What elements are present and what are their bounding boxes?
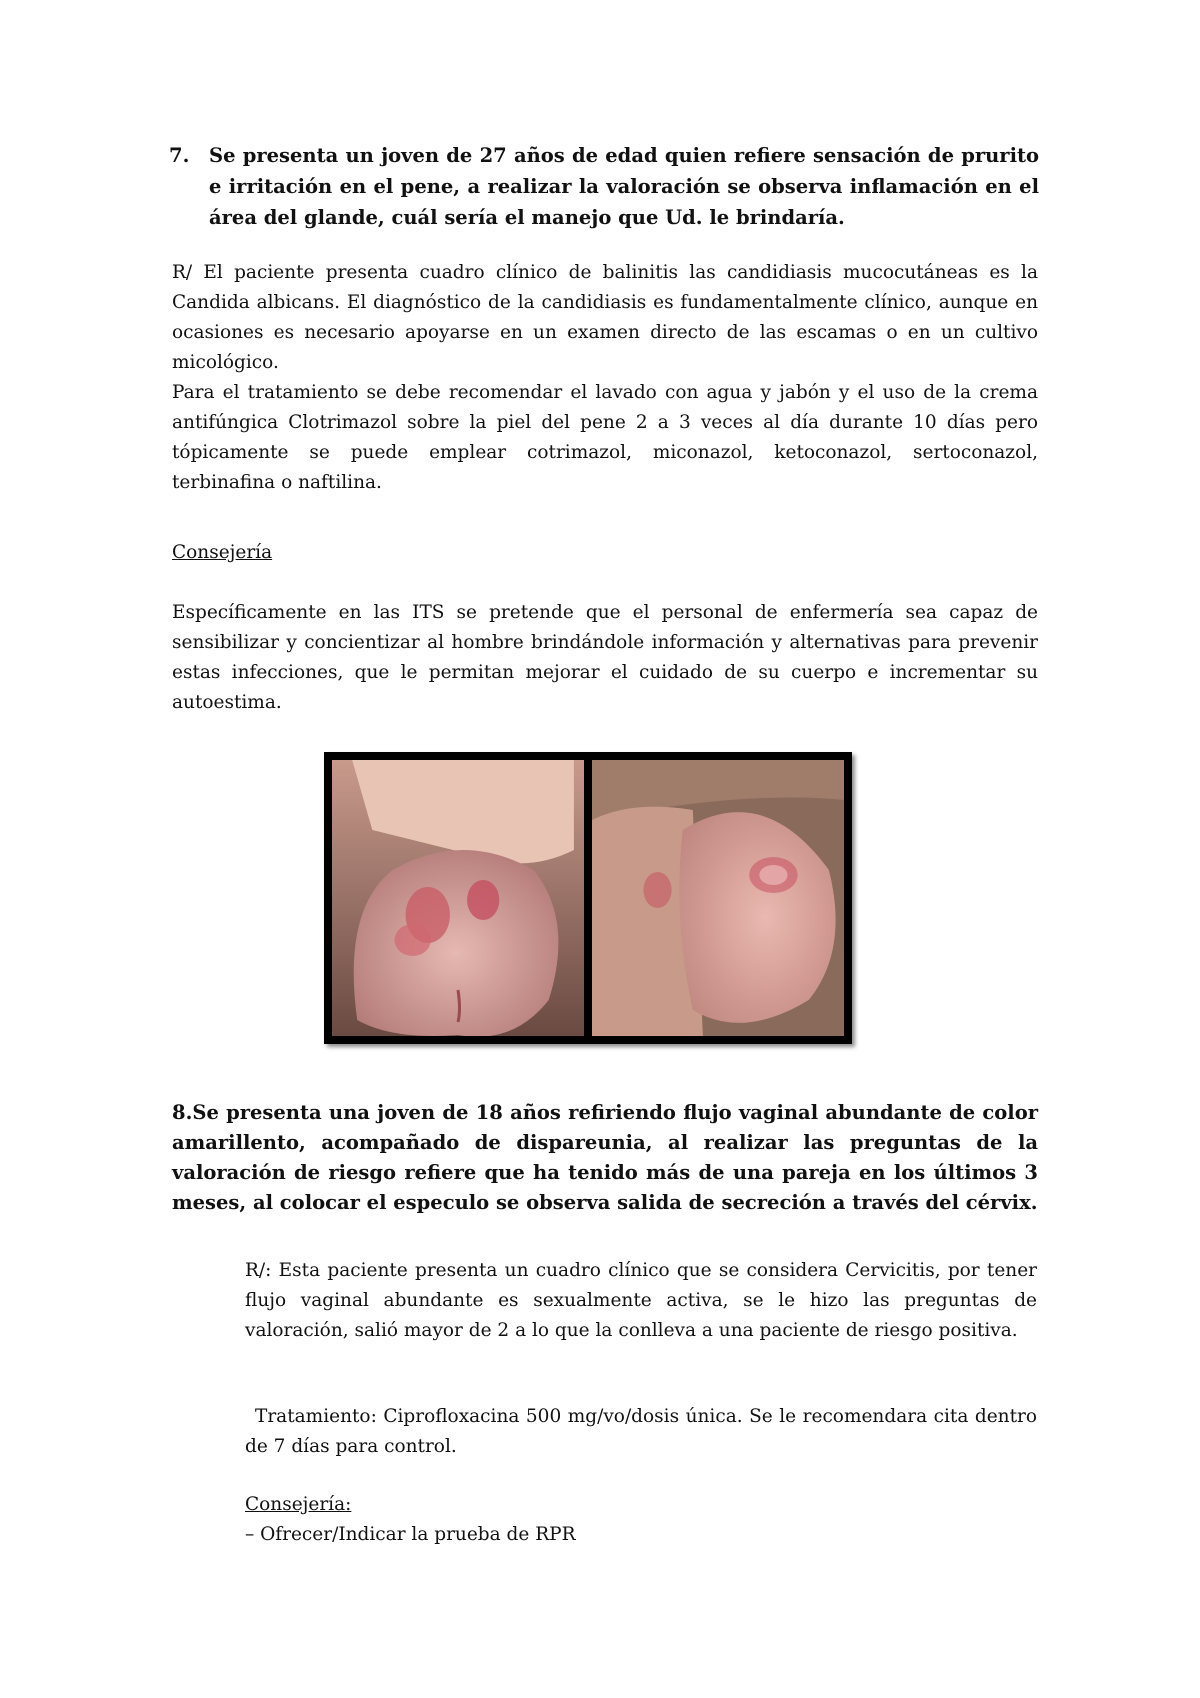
counsel-7 xyxy=(172,598,1038,718)
counsel-8-heading: Consejería: xyxy=(245,1494,352,1515)
answer-8-paragraph-1: R/: Esta paciente presenta un cuadro clínico que se considera Cervicitis, por tener flujo vaginal abundante es sexualmente activa, se le hizo las preguntas de valoración, salió mayor de 2 a lo que la conlleva a una paciente de riesgo positiva. xyxy=(245,1260,1037,1341)
answer-7-paragraph-2: Para el tratamiento se debe recomendar el lavado con agua y jabón y el uso de la crema antifúngica Clotrimazol sobre la piel del pene 2 a 3 veces al día durante 10 días pero tópicamente se puede emplear cotrimazol, miconazol, ketoconazol, sertoconazol, terbinafina o naftilina. xyxy=(172,382,1038,493)
photo-panel-right xyxy=(592,760,844,1036)
counsel-8-item: – Ofrecer/Indicar la prueba de RPR xyxy=(245,1524,576,1545)
counsel-8 xyxy=(245,1490,1037,1550)
counsel-7-text: Específicamente en las ITS se pretende que el personal de enfermería sea capaz de sensibilizar y concientizar al hombre brindándole información y alternativas para prevenir estas infecciones, que le permitan mejorar el cuidado de su cuerpo e incrementar su autoestima. xyxy=(172,602,1038,713)
clinical-photo xyxy=(324,752,852,1044)
glans-photo-right xyxy=(592,760,844,1036)
question-8 xyxy=(172,1098,1038,1218)
answer-8-treatment: Tratamiento: Ciprofloxacina 500 mg/vo/dosis única. Se le recomendara cita dentro de 7 días para control. xyxy=(245,1406,1037,1457)
answer-8 xyxy=(245,1256,1037,1346)
answer-7 xyxy=(172,258,1038,498)
answer-8-treatment-wrap xyxy=(245,1402,1037,1462)
counsel-7-heading-wrap xyxy=(172,538,1038,568)
question-7-text: Se presenta un joven de 27 años de edad quien refiere sensación de prurito e irritación en el pene, a realizar la valoración se observa inflamación en el área del glande, cuál sería el manejo que Ud. le brindaría. xyxy=(209,144,1039,229)
question-8-text: 8.Se presenta una joven de 18 años refiriendo flujo vaginal abundante de color amarillento, acompañado de dispareunia, al realizar las preguntas de la valoración de riesgo refiere que ha tenido más de una pareja en los últimos 3 meses, al colocar el especulo se observa salida de secreción a través del cérvix. xyxy=(172,1101,1038,1214)
answer-7-paragraph-1: R/ El paciente presenta cuadro clínico de balinitis las candidiasis mucocutáneas es la Candida albicans. El diagnóstico de la candidiasis es fundamentalmente clínico, aunque en ocasiones es necesario apoyarse en un examen directo de las escamas o en un cultivo micológico. xyxy=(172,262,1038,373)
counsel-7-heading: Consejería xyxy=(172,542,273,563)
photo-panel-left xyxy=(332,760,584,1036)
question-7 xyxy=(169,140,1039,233)
glans-photo-left xyxy=(332,760,584,1036)
question-7-number: 7. xyxy=(169,144,190,167)
